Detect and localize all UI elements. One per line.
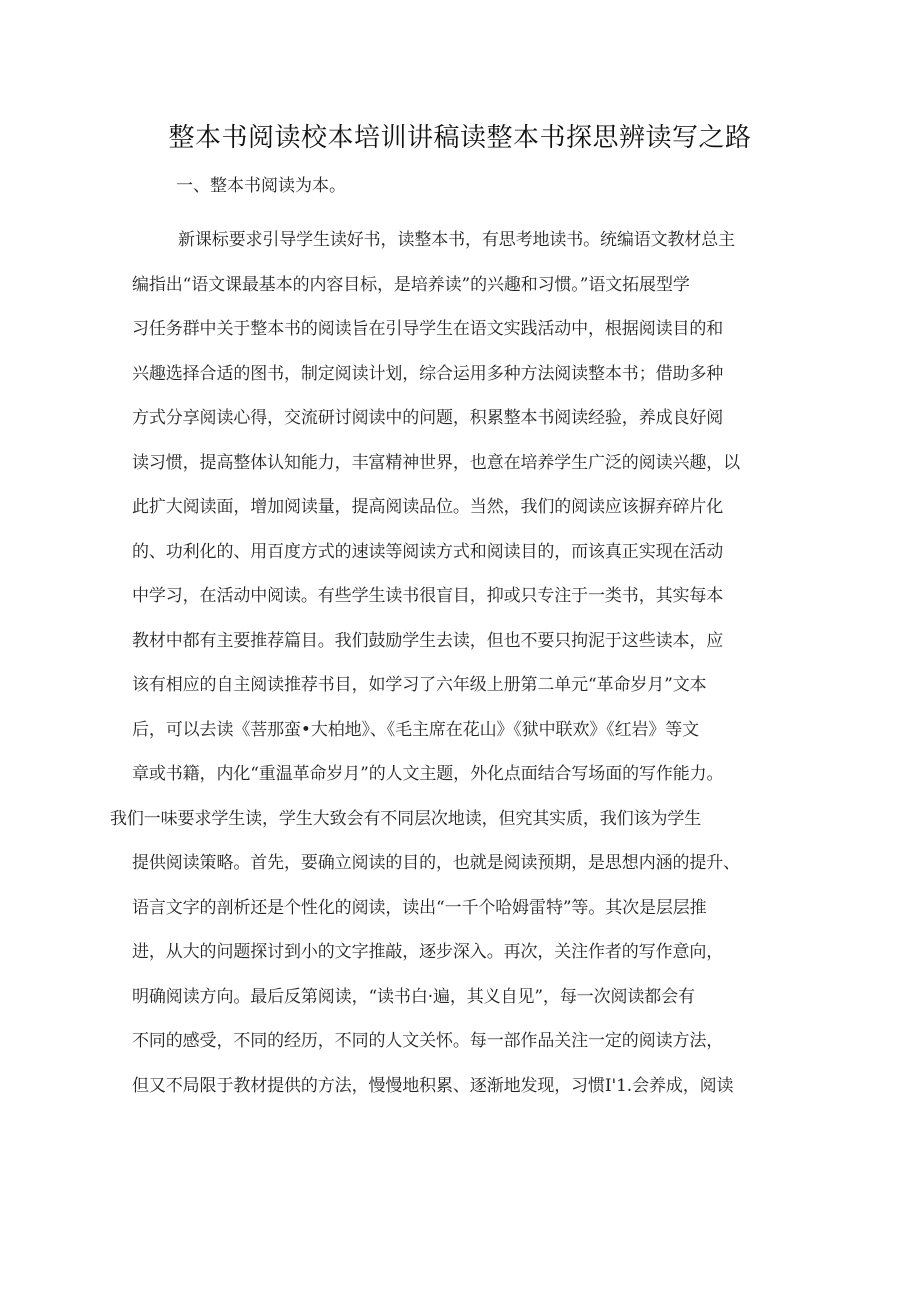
paragraph-line: 但又不局限于教材提供的方法，慢慢地积累、逐渐地发现，习惯I'1.会养成，阅读 [132,1075,734,1096]
paragraph-line: 后，可以去读《菩那蛮•大柏地》、《毛主席在花山》《狱中联欢》《红岩》等文 [132,719,700,740]
paragraph-line: 的、功利化的、用百度方式的速读等阅读方式和阅读目的，而该真正实现在活动 [132,541,724,562]
paragraph-line: 我们一味要求学生读，学生大致会有不同层次地读，但究其实质，我们该为学生 [110,808,702,829]
paragraph-line: 语言文字的剖析还是个性化的阅读，读出“一千个哈姆雷特”等。其次是层层推 [132,897,707,918]
paragraph-line: 不同的感受，不同的经历，不同的人文关怀。每一部作品关注一定的阅读方法， [132,1031,724,1051]
paragraph-line: 章或书籍，内化“重温革命岁月”的人文主题，外化点面结合写场面的写作能力。 [132,764,724,784]
paragraph-line: 教材中都有主要推荐篇目。我们鼓励学生去读，但也不要只拘泥于这些读本，应 [132,630,724,651]
paragraph-line: 提供阅读策略。首先，要确立阅读的目的，也就是阅读预期，是思想内涵的提升、 [132,853,741,873]
paragraph-line: 习任务群中关于整本书的阅读旨在引导学生在语文实践活动中，根据阅读目的和 [132,319,724,339]
paragraph-line: 方式分享阅读心得，交流研讨阅读中的问题，积累整本书阅读经验，养成良好阅 [132,408,724,428]
paragraph-line: 中学习，在活动中阅读。有些学生读书很盲目，抑或只专注于一类书，其实每本 [132,586,724,606]
paragraph-line: 明确阅读方向。最后反第阅读，“读书白·遍，其义自见”，每一次阅读都会有 [132,986,695,1007]
paragraph-line: 进，从大的问题探讨到小的文字推敲，逐步深入。再次，关注作者的写作意向， [132,942,724,962]
document-title: 整本书阅读校本培训讲稿读整本书探思辨读写之路 [168,123,752,153]
paragraph-line: 此扩大阅读面，增加阅读量，提高阅读品位。当然，我们的阅读应该摒弃碎片化 [132,497,724,517]
body-text [110,218,812,1108]
paragraph-line: 兴趣选择合适的图书，制定阅读计划，综合运用多种方法阅读整本书；借助多种 [132,363,724,384]
paragraph-line: 编指出“语文课最基本的内容目标，是培养读”的兴趣和习惯。”语文拓展型学 [132,274,690,295]
paragraph-line: 该有相应的自主阅读推荐书目，如学习了六年级上册第二单元“革命岁月”文本 [132,675,707,695]
paragraph-line: 读习惯，提高整体认知能力，丰富精神世界，也意在培养学生广泛的阅读兴趣，以 [132,452,741,473]
section-heading: 一、整本书阅读为本。 [176,176,346,196]
paragraph-line: 新课标要求引导学生读好书，读整本书，有思考地读书。统编语文教材总主 [178,230,736,250]
